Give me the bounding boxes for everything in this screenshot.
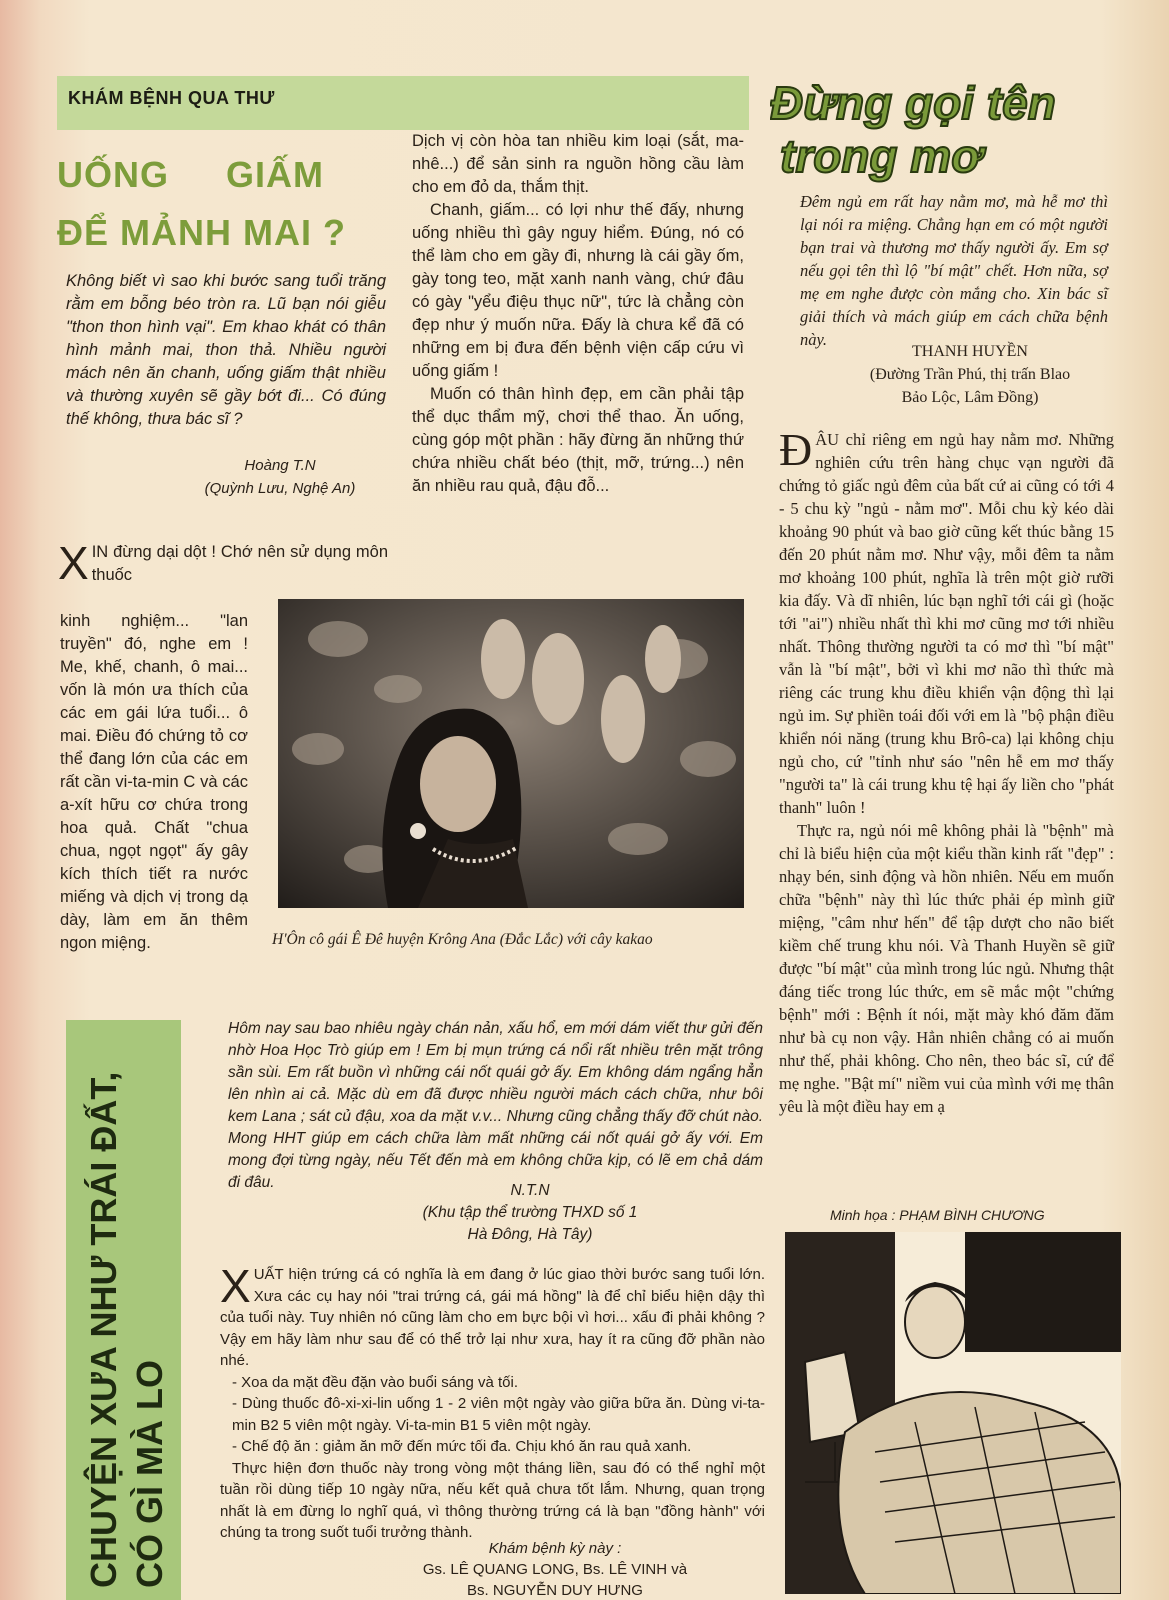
- article2-title: [770, 74, 1150, 184]
- photo-image: [278, 599, 744, 908]
- article2-answer: [779, 424, 1114, 1118]
- answer-paragraph: Chanh, giấm... có lợi như thế đấy, nhưng uống nhiều thì gây nguy hiểm. Đúng, nó có thể làm cho em gầy đi, nhưng là cái gầy ốm, gày tong teo, mặt xanh nanh vàng, chứ đâu có gày "yểu điệu thục nữ", tức là chẳng còn đẹp như ý muốn nữa. Đấy là chưa kể đã có những em bị đưa đến bệnh viện cấp cứu vì uống giấm !: [412, 201, 744, 380]
- dropcap: Đ: [779, 424, 813, 475]
- section-title: KHÁM BỆNH QUA THƯ: [68, 88, 275, 108]
- vertical-title-art: [66, 1020, 181, 1600]
- article1-headline: [57, 146, 387, 262]
- answer-list-item: - Dùng thuốc đô-xi-xi-lin uống 1 - 2 viên một ngày vào giữa bữa ăn. Dùng vi-ta-min B2 5 viên một ngày. Vi-ta-min B1 5 viên một ngày.: [232, 1395, 765, 1434]
- credits-line: Gs. LÊ QUANG LONG, Bs. LÊ VINH và: [422, 1561, 688, 1578]
- answer-first-line: IN đừng dại dột ! Chớ nên sử dụng môn thuốc: [91, 543, 388, 584]
- title-line-1: Đừng gọi tên: [770, 77, 1056, 129]
- article2-signature-address: (Đường Trần Phú, thị trấn Blao: [869, 366, 1071, 383]
- answer-paragraph: Muốn có thân hình đẹp, em cần phải tập thể dục thẩm mỹ, chơi thể thao. Ăn uống, cùng góp một phần : hãy đừng ăn những thứ chứa nhiều chất béo (thịt, mỡ, trứng...) nên ăn nhiều rau quả, đậu đỗ...: [412, 385, 744, 495]
- article2-reader-letter: Đêm ngủ em rất hay nằm mơ, mà hễ mơ thì lại nói ra miệng. Chẳng hạn em có một người bạn trai và thương mơ thấy người ấy. Em sợ nếu gọi tên thì lộ "bí mật" chết. Hơn nữa, sợ mẹ em nghe được còn mắng cho. Xin bác sĩ giải thích và mách giúp em cách chữa bệnh này.: [800, 192, 1108, 349]
- illustration-credit: Minh họa : PHẠM BÌNH CHƯƠNG: [830, 1207, 1045, 1223]
- illustration-drawing: [785, 1232, 1121, 1594]
- dropcap: X: [58, 537, 89, 589]
- article3-answer: [220, 1260, 765, 1544]
- credits-line: Bs. NGUYỄN DUY HƯNG: [467, 1582, 643, 1599]
- dropcap: X: [220, 1260, 251, 1312]
- answer-text: UẤT hiện trứng cá có nghĩa là em đang ở lúc giao thời bước sang tuổi lớn. Xưa các cụ hay nói "trai trứng cá, gái má hồng" là để chỉ biểu hiện dậy thì của tuổi này. Tuy nhiên nó cũng làm cho em bực bội vì hơi... xấu đi phải không ? Vậy em hãy làm như sau để có thể trở lại như xưa, hay ít ra cũng đỡ phần nào nhé.: [220, 1266, 765, 1369]
- photo-caption: H'Ôn cô gái Ê Đê huyện Krông Ana (Đắc Lắc) với cây kakao: [272, 931, 653, 948]
- article3-vertical-title: [66, 1020, 181, 1600]
- title-line-2: trong mơ: [780, 130, 983, 182]
- article3-reader-letter: Hôm nay sau bao nhiêu ngày chán nản, xấu hổ, em mới dám viết thư gửi đến nhờ Hoa Học Trò giúp em ! Em bị mụn trứng cá nổi rất nhiều trên mặt trông sần sùi. Em rất buồn vì những cái nốt quái gở ấy. Em không dám ngẩng hẳn lên nhìn ai cả. Mặc dù em đã được nhiều người mách cách chữa, như bôi kem Lana ; sát củ đậu, xoa da mặt v.v... Nhưng cũng chẳng thấy đỡ chút nào. Mong HHT giúp em cách chữa làm mất những cái nốt quái gở ấy với. Em mong đợi từng ngày, nếu Tết đến mà em không chữa kịp, có lẽ em chả dám đi đâu.: [228, 1020, 763, 1191]
- article2-signature-address: Bảo Lộc, Lâm Đồng): [901, 389, 1039, 406]
- answer-paragraph: [220, 1260, 765, 1372]
- article2-title-art: [770, 74, 1150, 184]
- signature-address: (Khu tập thể trường THXD số 1: [422, 1204, 638, 1221]
- headline-line-1: UỐNG GIẤM: [57, 154, 324, 195]
- doctor-credits: [380, 1538, 730, 1600]
- article1-answer-column2: [412, 130, 744, 498]
- signature-name: Hoàng T.N: [244, 457, 316, 474]
- answer-paragraph: Thực hiện đơn thuốc này trong vòng một tháng liền, sau đó có thể nghỉ một tuần rồi dùng tiếp 10 ngày nữa, nếu kết quả chưa tốt lắm. Nhưng, quan trọng nhất là em đừng lo nghĩ quá, vì thông thường trứng cá là bạn "đồng hành" với chúng ta trong suốt tuổi trưởng thành.: [220, 1459, 765, 1541]
- headline-line-2: ĐỂ MẢNH MAI ?: [57, 212, 346, 253]
- answer-text: ÂU chỉ riêng em ngủ hay nằm mơ. Những nghiên cứu trên hàng chục vạn người đã chứng tỏ giấc ngủ đêm của bất cứ ai cũng có tới 4 - 5 chu kỳ "ngủ - nằm mơ". Mỗi chu kỳ kéo dài khoảng 90 phút và bao giờ cũng kết thúc bằng 15 đến 20 phút nằm mơ. Như vậy, mỗi đêm ta nằm mơ khoảng 100 phút, nghĩa là trên một giờ rưỡi kia đấy. Và dĩ nhiên, lúc bạn nghĩ tới cái gì (hoặc tới "ai") nhiều nhất thì khi mơ cũng mơ tới nhiều nhất. Thông thường người ta có mơ thì "bí mật" vẫn là "bí mật", bởi vì khi mơ não thì thức mà riêng các trung khu điều khiển vận động thì lại ngủ im. Sự phiền toái đối với em là "bộ phận điều khiển nói năng (trung khu Brô-ca) lại không chịu ngủ cho, cứ "tỉnh như sáo "nên hễ em mơ thấy "người ta" là cái trung khu tệ hại ấy liền cho "phát thanh" luôn !: [779, 430, 1114, 817]
- answer-paragraph: [779, 424, 1114, 819]
- article1-answer-column1: kinh nghiệm... "lan truyền" đó, nghe em ! Me, khế, chanh, ô mai... vốn là món ưa thích của các em gái lứa tuổi... ô mai. Điều đó chứng tỏ cơ thể đang lớn của các em rất cần vi-ta-min C và các a-xít hữu cơ chứa trong hoa quả. Chất "chua chua, ngọt ngọt" ấy gây kích thích tiết ra nước miếng và dịch vị trong dạ dày, làm em ăn thêm ngon miệng.: [60, 612, 248, 952]
- signature-name: N.T.N: [510, 1182, 550, 1199]
- photo-girl-with-cacao: [278, 599, 744, 908]
- vertical-title-line-2: CÓ GÌ MÀ LO: [129, 1360, 170, 1588]
- answer-list-item: - Chế độ ăn : giảm ăn mỡ đến mức tối đa. Chịu khó ăn rau quả xanh.: [232, 1438, 692, 1455]
- article3-signature: [380, 1180, 680, 1246]
- sleeping-man-illustration: [785, 1232, 1121, 1594]
- answer-paragraph: Thực ra, ngủ nói mê không phải là "bệnh" mà chỉ là biểu hiện của một kiểu thần kinh rất "đẹp" : nhạy bén, sinh động và hồn nhiên. Nếu em muốn chữa "bệnh" này thì lúc thức phải ép mình giữ miệng, "câm như hến" để tập dượt cho não biết kiềm chế trung khu nói. Và Thanh Huyền sẽ giữ được "bí mật" của mình trong lúc ngủ. Nhưng thật đáng tiếc trong lúc thức, em sẽ mắc một "chứng bệnh" mới : Bệnh ít nói, mặt mày khó đăm đăm như bà cụ non vậy. Hẳn nhiên chẳng có ai muốn như thế, phải không. Cho nên, theo bác sĩ, cứ để mẹ nghe. "Bật mí" niềm vui của mình với mẹ thân yêu là một điều hay em ạ: [779, 821, 1114, 1116]
- article1-answer-intro: [58, 537, 388, 589]
- signature-address: Hà Đông, Hà Tây): [467, 1226, 593, 1243]
- article1-signature: [180, 454, 380, 500]
- article1-reader-letter: Không biết vì sao khi bước sang tuổi trăng rằm em bỗng béo tròn ra. Lũ bạn nói giễu "thon thon hình vại". Em khao khát có thân hình mảnh mai, thon thả. Nhiều người mách nên ăn chanh, uống giấm thật nhiều và thường xuyên sẽ gầy bớt đi... Có đúng thế không, thưa bác sĩ ?: [66, 272, 386, 428]
- signature-place: (Quỳnh Lưu, Nghệ An): [204, 480, 356, 497]
- answer-paragraph: Dịch vị còn hòa tan nhiều kim loại (sắt, ma-nhê...) để sản sinh ra nguồn hồng cầu làm cho em đỏ da, thắm thịt.: [412, 132, 744, 196]
- vertical-title-line-1: CHUYỆN XƯA NHƯ TRÁI ĐẤT,: [83, 1071, 124, 1588]
- answer-list-item: - Xoa da mặt đều đặn vào buổi sáng và tối.: [232, 1373, 519, 1391]
- credits-intro: Khám bệnh kỳ này :: [488, 1540, 622, 1557]
- article2-signature-name: THANH HUYỀN: [912, 343, 1028, 360]
